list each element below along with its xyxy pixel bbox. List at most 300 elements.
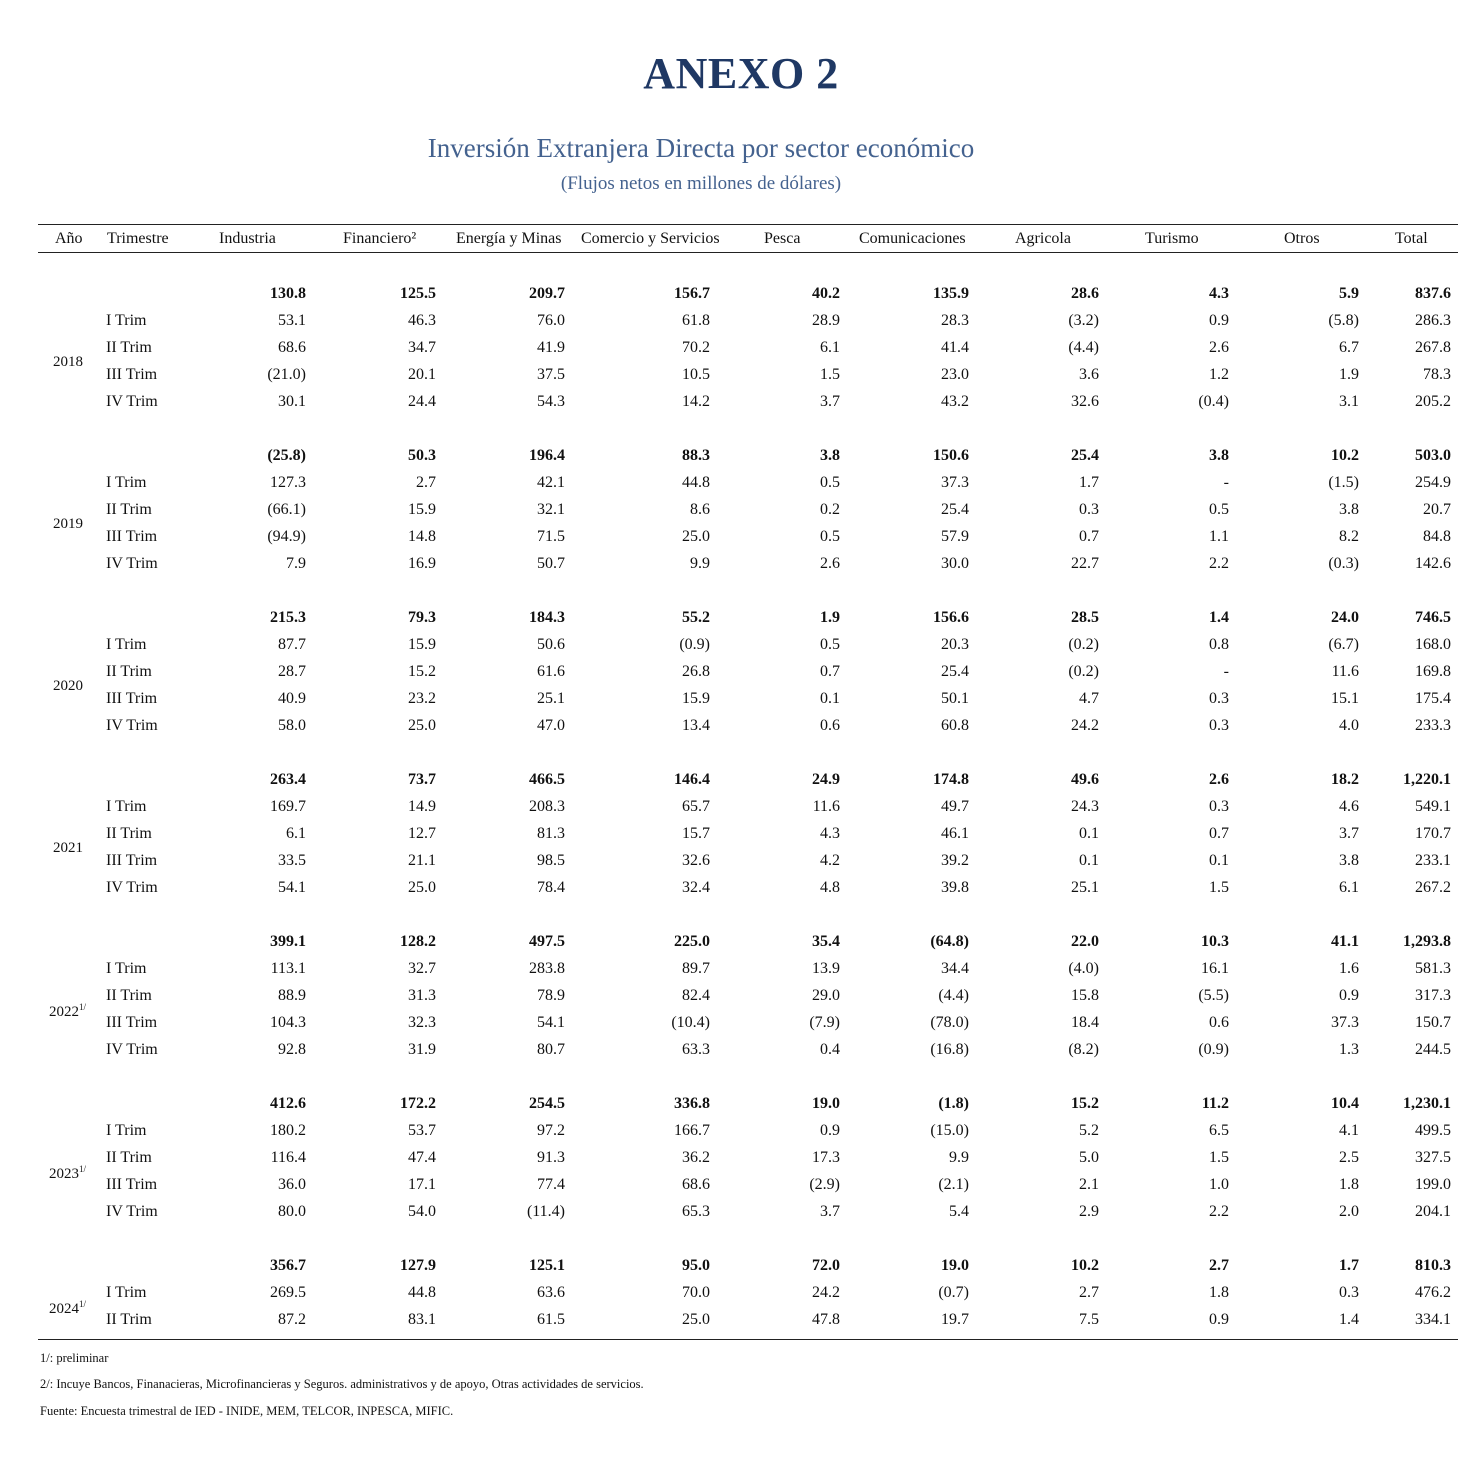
quarter-label: I Trim [106, 1284, 147, 1301]
quarter-value-cell: 168.0 [1415, 636, 1451, 653]
annual-total-cell: 196.4 [529, 447, 565, 464]
quarter-value-cell: 15.9 [682, 690, 710, 707]
year-label [49, 1164, 86, 1183]
quarter-value-cell: 54.0 [408, 1203, 436, 1220]
quarter-value-cell: 65.3 [682, 1203, 710, 1220]
annual-total-cell: 503.0 [1415, 447, 1451, 464]
quarter-value-cell: 0.9 [1209, 312, 1229, 329]
quarter-value-cell: 13.4 [682, 717, 710, 734]
quarter-value-cell: 14.2 [682, 393, 710, 410]
quarter-value-cell: 44.8 [682, 474, 710, 491]
quarter-value-cell: 13.9 [812, 960, 840, 977]
quarter-value-cell: 78.3 [1423, 366, 1451, 383]
quarter-value-cell: 104.3 [270, 1014, 306, 1031]
quarter-value-cell: 63.6 [537, 1284, 565, 1301]
annual-total-cell: (1.8) [938, 1095, 969, 1112]
annual-total-cell: 135.9 [933, 285, 969, 302]
quarter-value-cell: 32.1 [537, 501, 565, 518]
quarter-value-cell: 0.9 [1209, 1311, 1229, 1328]
quarter-label: II Trim [106, 1311, 152, 1328]
quarter-value-cell: 80.7 [537, 1041, 565, 1058]
quarter-value-cell: 1.8 [1339, 1176, 1359, 1193]
quarter-value-cell: 40.9 [278, 690, 306, 707]
quarter-value-cell: 92.8 [278, 1041, 306, 1058]
quarter-value-cell: (1.5) [1328, 474, 1359, 491]
quarter-value-cell: 0.8 [1209, 636, 1229, 653]
quarter-value-cell: (78.0) [930, 1014, 969, 1031]
annual-total-cell: 3.8 [1209, 447, 1229, 464]
annual-total-cell: 1.9 [820, 609, 840, 626]
quarter-value-cell: 46.1 [941, 825, 969, 842]
annual-total-cell: 18.2 [1331, 771, 1359, 788]
quarter-label: IV Trim [106, 717, 158, 734]
quarter-value-cell: 81.3 [537, 825, 565, 842]
quarter-value-cell: 44.8 [408, 1284, 436, 1301]
column-header: Financiero² [343, 230, 417, 247]
quarter-label: III Trim [106, 1176, 158, 1193]
quarter-value-cell: 127.3 [270, 474, 306, 491]
quarter-value-cell: 3.7 [1339, 825, 1359, 842]
quarter-value-cell: 4.7 [1079, 690, 1099, 707]
quarter-value-cell: 6.5 [1209, 1122, 1229, 1139]
quarter-value-cell: (4.0) [1068, 960, 1099, 977]
quarter-value-cell: 269.5 [270, 1284, 306, 1301]
quarter-value-cell: 28.3 [941, 312, 969, 329]
quarter-value-cell: 4.0 [1339, 717, 1359, 734]
quarter-value-cell: 499.5 [1415, 1122, 1451, 1139]
annual-total-cell: 24.0 [1331, 609, 1359, 626]
annual-total-cell: 130.8 [270, 285, 306, 302]
quarter-value-cell: 53.7 [408, 1122, 436, 1139]
quarter-value-cell: 581.3 [1415, 960, 1451, 977]
quarter-value-cell: 36.2 [682, 1149, 710, 1166]
quarter-value-cell: 82.4 [682, 987, 710, 1004]
quarter-value-cell: 39.8 [941, 879, 969, 896]
quarter-value-cell: 4.6 [1339, 798, 1359, 815]
quarter-value-cell: 180.2 [270, 1122, 306, 1139]
year-value: 2020 [53, 677, 83, 694]
quarter-value-cell: 175.4 [1415, 690, 1451, 707]
column-header: Turismo [1145, 230, 1199, 247]
quarter-value-cell: 254.9 [1415, 474, 1451, 491]
quarter-value-cell: 68.6 [682, 1176, 710, 1193]
quarter-value-cell: 0.7 [1209, 825, 1229, 842]
annual-total-cell: 150.6 [933, 447, 969, 464]
quarter-value-cell: 15.7 [682, 825, 710, 842]
year-footnote-marker: 1/ [79, 1298, 87, 1309]
quarter-value-cell: 65.7 [682, 798, 710, 815]
quarter-label: III Trim [106, 366, 158, 383]
quarter-value-cell: 24.4 [408, 393, 436, 410]
quarter-value-cell: (2.9) [809, 1176, 840, 1193]
annual-total-cell: 22.0 [1071, 933, 1099, 950]
quarter-value-cell: 4.2 [820, 852, 840, 869]
column-header: Energía y Minas [456, 230, 562, 247]
quarter-value-cell: 32.4 [682, 879, 710, 896]
quarter-value-cell: 42.1 [537, 474, 565, 491]
quarter-value-cell: 2.5 [1339, 1149, 1359, 1166]
quarter-value-cell: (0.2) [1068, 636, 1099, 653]
annual-total-cell: 412.6 [270, 1095, 306, 1112]
quarter-value-cell: 5.4 [949, 1203, 969, 1220]
column-header: Pesca [764, 230, 801, 247]
column-header: Industria [219, 230, 276, 247]
year-value: 2024 [49, 1300, 79, 1317]
quarter-value-cell: 25.0 [682, 528, 710, 545]
quarter-value-cell: (11.4) [526, 1203, 565, 1220]
quarter-value-cell: 1.5 [820, 366, 840, 383]
quarter-value-cell: 166.7 [674, 1122, 710, 1139]
quarter-value-cell: 286.3 [1415, 312, 1451, 329]
quarter-value-cell: 23.0 [941, 366, 969, 383]
footnote-preliminar: 1/: preliminar [40, 1351, 109, 1365]
quarter-value-cell: 88.9 [278, 987, 306, 1004]
annual-total-cell: 3.8 [820, 447, 840, 464]
quarter-value-cell: 25.1 [1071, 879, 1099, 896]
page-title: ANEXO 2 [643, 49, 839, 98]
quarter-value-cell: 39.2 [941, 852, 969, 869]
quarter-label: II Trim [106, 501, 152, 518]
annual-total-cell: 50.3 [408, 447, 436, 464]
quarter-value-cell: 15.9 [408, 501, 436, 518]
column-header: Año [55, 230, 83, 247]
quarter-value-cell: 0.3 [1209, 717, 1229, 734]
quarter-value-cell: 549.1 [1415, 798, 1451, 815]
quarter-value-cell: 89.7 [682, 960, 710, 977]
annual-total-cell: 1.4 [1209, 609, 1229, 626]
quarter-value-cell: 87.2 [278, 1311, 306, 1328]
quarter-value-cell: 34.4 [941, 960, 969, 977]
annual-total-cell: 127.9 [400, 1257, 436, 1274]
quarter-value-cell: 47.8 [812, 1311, 840, 1328]
quarter-value-cell: 78.4 [537, 879, 565, 896]
quarter-label: I Trim [106, 960, 147, 977]
annual-total-cell: 28.6 [1071, 285, 1099, 302]
annual-total-cell: 225.0 [674, 933, 710, 950]
annual-total-cell: 28.5 [1071, 609, 1099, 626]
quarter-value-cell: 1.9 [1339, 366, 1359, 383]
annual-total-cell: 41.1 [1331, 933, 1359, 950]
quarter-value-cell: (66.1) [267, 501, 306, 518]
annual-total-cell: 79.3 [408, 609, 436, 626]
quarter-value-cell: - [1223, 474, 1229, 491]
quarter-value-cell: 10.5 [682, 366, 710, 383]
quarter-label: III Trim [106, 1014, 158, 1031]
quarter-value-cell: 244.5 [1415, 1041, 1451, 1058]
quarter-value-cell: 0.5 [820, 474, 840, 491]
quarter-value-cell: 3.6 [1079, 366, 1099, 383]
quarter-value-cell: 70.2 [682, 339, 710, 356]
annual-total-cell: 19.0 [941, 1257, 969, 1274]
year-label [53, 354, 83, 371]
quarter-value-cell: 2.7 [1079, 1284, 1099, 1301]
quarter-value-cell: (4.4) [1068, 339, 1099, 356]
annual-total-cell: 146.4 [674, 771, 710, 788]
quarter-value-cell: (8.2) [1068, 1041, 1099, 1058]
quarter-value-cell: 1.7 [1079, 474, 1099, 491]
year-label [53, 678, 83, 695]
annual-total-cell: 10.4 [1331, 1095, 1359, 1112]
quarter-value-cell: 150.7 [1415, 1014, 1451, 1031]
quarter-value-cell: (0.9) [1198, 1041, 1229, 1058]
quarter-value-cell: (10.4) [671, 1014, 710, 1031]
quarter-value-cell: 31.3 [408, 987, 436, 1004]
quarter-value-cell: 61.6 [537, 663, 565, 680]
quarter-label: IV Trim [106, 393, 158, 410]
quarter-label: IV Trim [106, 1041, 158, 1058]
quarter-label: I Trim [106, 474, 147, 491]
annual-total-cell: 19.0 [812, 1095, 840, 1112]
annual-total-cell: 209.7 [529, 285, 565, 302]
quarter-value-cell: 2.9 [1079, 1203, 1099, 1220]
quarter-value-cell: (0.9) [679, 636, 710, 653]
quarter-value-cell: 2.6 [820, 555, 840, 572]
quarter-value-cell: 5.2 [1079, 1122, 1099, 1139]
quarter-value-cell: 0.1 [820, 690, 840, 707]
quarter-value-cell: 233.1 [1415, 852, 1451, 869]
quarter-value-cell: 0.9 [820, 1122, 840, 1139]
quarter-value-cell: 16.9 [408, 555, 436, 572]
quarter-value-cell: 20.1 [408, 366, 436, 383]
quarter-value-cell: (3.2) [1068, 312, 1099, 329]
annual-total-cell: 1.7 [1339, 1257, 1359, 1274]
annual-total-cell: (64.8) [930, 933, 969, 950]
quarter-value-cell: 30.0 [941, 555, 969, 572]
annual-total-cell: 11.2 [1201, 1095, 1229, 1112]
year-value: 2019 [53, 515, 83, 532]
annual-total-cell: 25.4 [1071, 447, 1099, 464]
annual-total-cell: (25.8) [267, 447, 306, 464]
quarter-value-cell: 0.3 [1339, 1284, 1359, 1301]
quarter-value-cell: 11.6 [812, 798, 840, 815]
annual-total-cell: 746.5 [1415, 609, 1451, 626]
year-footnote-marker: 1/ [79, 1001, 87, 1012]
quarter-value-cell: 199.0 [1415, 1176, 1451, 1193]
quarter-value-cell: 327.5 [1415, 1149, 1451, 1166]
quarter-value-cell: 25.0 [682, 1311, 710, 1328]
quarter-value-cell: 1.5 [1209, 879, 1229, 896]
year-value: 2023 [49, 1165, 79, 1182]
quarter-value-cell: 43.2 [941, 393, 969, 410]
annual-total-cell: 254.5 [529, 1095, 565, 1112]
quarter-value-cell: 32.6 [682, 852, 710, 869]
quarter-value-cell: 24.3 [1071, 798, 1099, 815]
quarter-value-cell: 61.5 [537, 1311, 565, 1328]
quarter-value-cell: 2.7 [416, 474, 436, 491]
quarter-value-cell: 36.0 [278, 1176, 306, 1193]
quarter-value-cell: (16.8) [930, 1041, 969, 1058]
quarter-label: III Trim [106, 852, 158, 869]
quarter-label: III Trim [106, 690, 158, 707]
column-header: Trimestre [107, 230, 169, 247]
quarter-value-cell: 0.1 [1079, 825, 1099, 842]
quarter-value-cell: 24.2 [1071, 717, 1099, 734]
quarter-value-cell: 0.3 [1209, 798, 1229, 815]
quarter-value-cell: 6.1 [1339, 879, 1359, 896]
quarter-value-cell: (94.9) [267, 528, 306, 545]
quarter-value-cell: 19.7 [941, 1311, 969, 1328]
quarter-value-cell: 17.1 [408, 1176, 436, 1193]
annual-total-cell: 2.7 [1209, 1257, 1229, 1274]
quarter-value-cell: 169.8 [1415, 663, 1451, 680]
annual-total-cell: 263.4 [270, 771, 306, 788]
quarter-value-cell: 0.5 [820, 636, 840, 653]
quarter-value-cell: 0.5 [820, 528, 840, 545]
quarter-value-cell: 1.4 [1339, 1311, 1359, 1328]
quarter-value-cell: 317.3 [1415, 987, 1451, 1004]
quarter-value-cell: 33.5 [278, 852, 306, 869]
quarter-value-cell: 22.7 [1071, 555, 1099, 572]
quarter-value-cell: 5.0 [1079, 1149, 1099, 1166]
quarter-value-cell: 25.0 [408, 717, 436, 734]
quarter-value-cell: 113.1 [270, 960, 306, 977]
quarter-value-cell: 267.2 [1415, 879, 1451, 896]
quarter-value-cell: 47.4 [408, 1149, 436, 1166]
quarter-value-cell: 17.3 [812, 1149, 840, 1166]
quarter-value-cell: 4.1 [1339, 1122, 1359, 1139]
quarter-value-cell: 23.2 [408, 690, 436, 707]
quarter-value-cell: 34.7 [408, 339, 436, 356]
quarter-value-cell: 14.9 [408, 798, 436, 815]
annual-total-cell: 156.6 [933, 609, 969, 626]
quarter-value-cell: 50.1 [941, 690, 969, 707]
quarter-value-cell: 25.1 [537, 690, 565, 707]
quarter-value-cell: 21.1 [408, 852, 436, 869]
quarter-value-cell: 61.8 [682, 312, 710, 329]
annual-total-cell: 125.5 [400, 285, 436, 302]
quarter-value-cell: 116.4 [270, 1149, 306, 1166]
quarter-value-cell: 25.4 [941, 501, 969, 518]
quarter-value-cell: 169.7 [270, 798, 306, 815]
quarter-value-cell: (21.0) [267, 366, 306, 383]
quarter-value-cell: 15.2 [408, 663, 436, 680]
quarter-value-cell: 4.3 [820, 825, 840, 842]
quarter-value-cell: 2.2 [1209, 555, 1229, 572]
quarter-value-cell: 98.5 [537, 852, 565, 869]
quarter-value-cell: 7.5 [1079, 1311, 1099, 1328]
annual-total-cell: 466.5 [529, 771, 565, 788]
quarter-value-cell: 97.2 [537, 1122, 565, 1139]
quarter-value-cell: 1.6 [1339, 960, 1359, 977]
annual-total-cell: 10.2 [1331, 447, 1359, 464]
quarter-value-cell: 1.8 [1209, 1284, 1229, 1301]
quarter-value-cell: 87.7 [278, 636, 306, 653]
annual-total-cell: 172.2 [400, 1095, 436, 1112]
annual-total-cell: 49.6 [1071, 771, 1099, 788]
quarter-value-cell: 3.8 [1339, 501, 1359, 518]
annual-total-cell: 125.1 [529, 1257, 565, 1274]
quarter-value-cell: 54.1 [537, 1014, 565, 1031]
quarter-value-cell: 37.5 [537, 366, 565, 383]
quarter-value-cell: 0.7 [1079, 528, 1099, 545]
quarter-value-cell: 32.3 [408, 1014, 436, 1031]
quarter-value-cell: 28.9 [812, 312, 840, 329]
quarter-value-cell: 32.6 [1071, 393, 1099, 410]
quarter-value-cell: 3.8 [1339, 852, 1359, 869]
annual-total-cell: 128.2 [400, 933, 436, 950]
annual-total-cell: 95.0 [682, 1257, 710, 1274]
quarter-value-cell: 68.6 [278, 339, 306, 356]
quarter-value-cell: 208.3 [529, 798, 565, 815]
quarter-label: II Trim [106, 663, 152, 680]
annual-total-cell: 40.2 [812, 285, 840, 302]
quarter-value-cell: 283.8 [529, 960, 565, 977]
quarter-value-cell: 50.7 [537, 555, 565, 572]
quarter-value-cell: 83.1 [408, 1311, 436, 1328]
quarter-value-cell: 1.3 [1339, 1041, 1359, 1058]
quarter-value-cell: 63.3 [682, 1041, 710, 1058]
quarter-value-cell: 170.7 [1415, 825, 1451, 842]
annual-total-cell: 10.3 [1201, 933, 1229, 950]
annual-total-cell: 215.3 [270, 609, 306, 626]
quarter-value-cell: 2.0 [1339, 1203, 1359, 1220]
quarter-value-cell: 20.7 [1423, 501, 1451, 518]
quarter-value-cell: 76.0 [537, 312, 565, 329]
quarter-value-cell: 50.6 [537, 636, 565, 653]
quarter-value-cell: 12.7 [408, 825, 436, 842]
column-header: Otros [1284, 230, 1320, 247]
quarter-value-cell: (0.3) [1328, 555, 1359, 572]
quarter-value-cell: 41.4 [941, 339, 969, 356]
year-value: 2018 [53, 353, 83, 370]
quarter-value-cell: 0.1 [1079, 852, 1099, 869]
annual-total-cell: 184.3 [529, 609, 565, 626]
quarter-value-cell: 57.9 [941, 528, 969, 545]
quarter-value-cell: 37.3 [941, 474, 969, 491]
quarter-value-cell: 1.1 [1209, 528, 1229, 545]
quarter-value-cell: (5.5) [1198, 987, 1229, 1004]
quarter-value-cell: 14.8 [408, 528, 436, 545]
quarter-value-cell: 0.3 [1209, 690, 1229, 707]
quarter-value-cell: 233.3 [1415, 717, 1451, 734]
quarter-label: II Trim [106, 825, 152, 842]
quarter-value-cell: 46.3 [408, 312, 436, 329]
quarter-value-cell: 3.1 [1339, 393, 1359, 410]
quarter-value-cell: 3.7 [820, 393, 840, 410]
quarter-value-cell: 4.8 [820, 879, 840, 896]
quarter-value-cell: (7.9) [809, 1014, 840, 1031]
annual-total-cell: 2.6 [1209, 771, 1229, 788]
quarter-value-cell: 8.2 [1339, 528, 1359, 545]
table-units: (Flujos netos en millones de dólares) [560, 173, 842, 194]
year-label [49, 1299, 86, 1318]
quarter-value-cell: 77.4 [537, 1176, 565, 1193]
quarter-value-cell: 80.0 [278, 1203, 306, 1220]
quarter-value-cell: 84.8 [1423, 528, 1451, 545]
quarter-value-cell: 47.0 [537, 717, 565, 734]
quarter-value-cell: 71.5 [537, 528, 565, 545]
annual-total-cell: 156.7 [674, 285, 710, 302]
annual-total-cell: 5.9 [1339, 285, 1359, 302]
quarter-value-cell: 1.0 [1209, 1176, 1229, 1193]
quarter-value-cell: 1.2 [1209, 366, 1229, 383]
quarter-value-cell: 15.9 [408, 636, 436, 653]
quarter-value-cell: (4.4) [938, 987, 969, 1004]
quarter-value-cell: 6.7 [1339, 339, 1359, 356]
quarter-value-cell: - [1223, 663, 1229, 680]
quarter-value-cell: 8.6 [690, 501, 710, 518]
quarter-value-cell: 0.3 [1079, 501, 1099, 518]
quarter-value-cell: 2.1 [1079, 1176, 1099, 1193]
quarter-value-cell: 0.1 [1209, 852, 1229, 869]
quarter-value-cell: 41.9 [537, 339, 565, 356]
quarter-value-cell: 2.6 [1209, 339, 1229, 356]
quarter-label: IV Trim [106, 879, 158, 896]
annual-total-cell: 336.8 [674, 1095, 710, 1112]
quarter-label: II Trim [106, 339, 152, 356]
quarter-value-cell: 476.2 [1415, 1284, 1451, 1301]
quarter-value-cell: 0.9 [1339, 987, 1359, 1004]
